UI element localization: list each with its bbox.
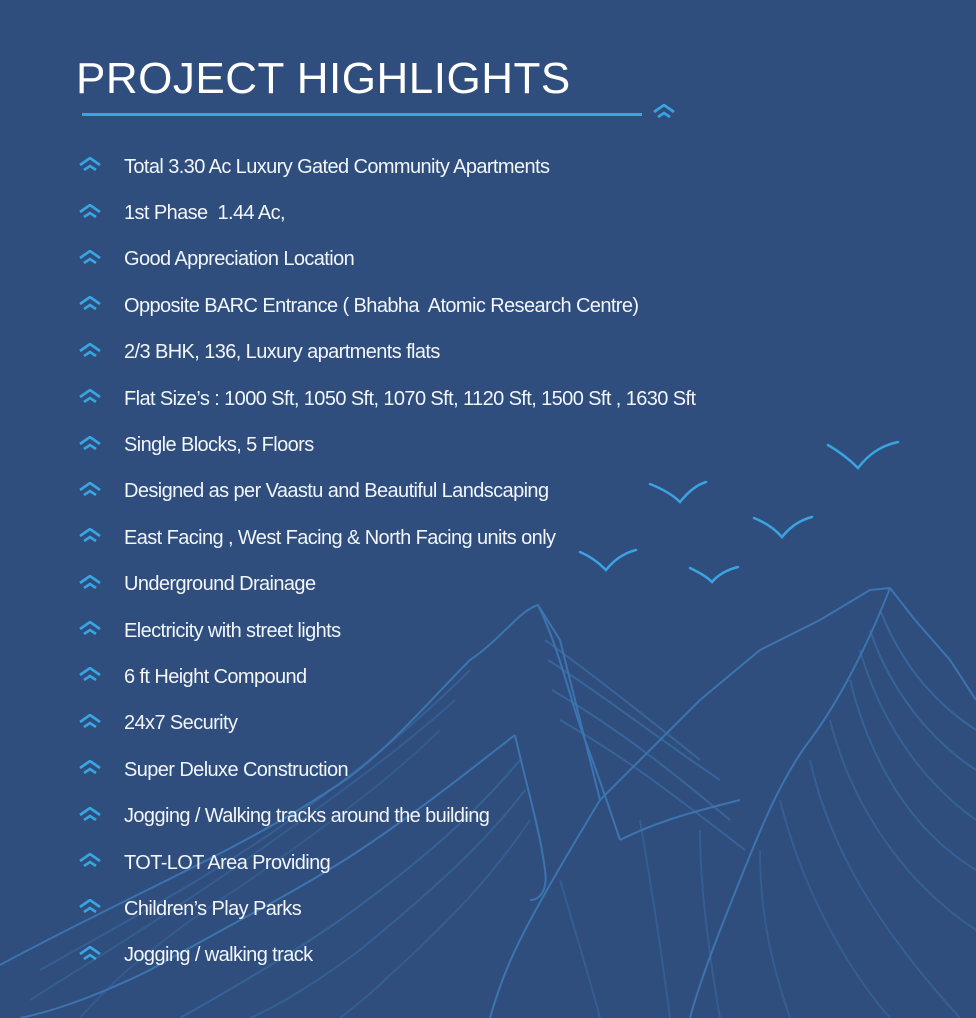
highlight-text: Underground Drainage xyxy=(124,573,316,596)
highlight-text: Super Deluxe Construction xyxy=(124,758,349,781)
highlight-text: 6 ft Height Compound xyxy=(124,665,307,688)
list-item xyxy=(78,190,695,236)
list-item xyxy=(78,701,695,747)
highlight-text: Jogging / Walking tracks around the building xyxy=(124,805,490,828)
highlight-text: Electricity with street lights xyxy=(124,619,341,642)
highlight-text: 24x7 Security xyxy=(124,712,238,735)
highlight-text: Total 3.30 Ac Luxury Gated Community Apartments xyxy=(124,155,550,178)
double-chevron-up-icon xyxy=(78,482,102,496)
double-chevron-up-icon xyxy=(652,104,676,118)
double-chevron-up-icon xyxy=(78,157,102,171)
double-chevron-up-icon xyxy=(78,528,102,542)
list-item xyxy=(78,283,695,329)
highlight-text: East Facing , West Facing & North Facing units only xyxy=(124,526,556,549)
highlight-text: Jogging / walking track xyxy=(124,944,313,967)
double-chevron-up-icon xyxy=(78,343,102,357)
double-chevron-up-icon xyxy=(78,946,102,960)
highlight-text: 2/3 BHK, 136, Luxury apartments flats xyxy=(124,341,440,364)
list-item xyxy=(78,793,695,839)
double-chevron-up-icon xyxy=(78,575,102,589)
double-chevron-up-icon xyxy=(78,853,102,867)
highlights-list xyxy=(78,144,695,979)
page-title: PROJECT HIGHLIGHTS xyxy=(76,54,571,103)
double-chevron-up-icon xyxy=(78,899,102,913)
list-item xyxy=(78,237,695,283)
list-item xyxy=(78,747,695,793)
highlight-text: Designed as per Vaastu and Beautiful Landscaping xyxy=(124,480,549,503)
highlight-text: Single Blocks, 5 Floors xyxy=(124,434,314,457)
highlight-text: TOT-LOT Area Providing xyxy=(124,851,331,874)
double-chevron-up-icon xyxy=(78,760,102,774)
highlight-text: Good Appreciation Location xyxy=(124,248,355,271)
double-chevron-up-icon xyxy=(78,714,102,728)
list-item xyxy=(78,608,695,654)
list-item xyxy=(78,422,695,468)
highlight-text: 1st Phase 1.44 Ac, xyxy=(124,202,285,225)
list-item xyxy=(78,562,695,608)
list-item xyxy=(78,886,695,932)
list-item xyxy=(78,144,695,190)
list-item xyxy=(78,515,695,561)
highlight-text: Opposite BARC Entrance ( Bhabha Atomic Research Centre) xyxy=(124,294,639,317)
list-item xyxy=(78,330,695,376)
title-underline xyxy=(82,113,642,116)
double-chevron-up-icon xyxy=(78,296,102,310)
list-item xyxy=(78,840,695,886)
double-chevron-up-icon xyxy=(78,250,102,264)
list-item xyxy=(78,469,695,515)
double-chevron-up-icon xyxy=(78,807,102,821)
double-chevron-up-icon xyxy=(78,389,102,403)
list-item xyxy=(78,933,695,979)
double-chevron-up-icon xyxy=(78,204,102,218)
highlight-text: Flat Size’s : 1000 Sft, 1050 Sft, 1070 Sft, 1120 Sft, 1500 Sft , 1630 Sft xyxy=(124,387,696,410)
highlight-text: Children’s Play Parks xyxy=(124,897,302,920)
double-chevron-up-icon xyxy=(78,436,102,450)
double-chevron-up-icon xyxy=(78,667,102,681)
list-item xyxy=(78,376,695,422)
double-chevron-up-icon xyxy=(78,621,102,635)
list-item xyxy=(78,654,695,700)
